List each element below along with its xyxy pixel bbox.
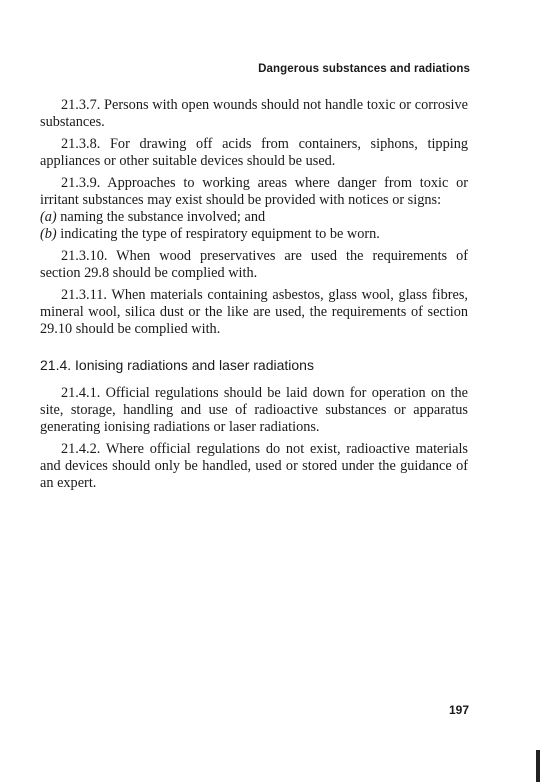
list-text-b: indicating the type of respiratory equipment to be worn. xyxy=(56,226,380,242)
list-marker-b: (b) xyxy=(40,226,57,242)
paragraph-21-3-9: 21.3.9. Approaches to working areas where danger from toxic or irritant substances may exist should be provided with notices or signs: xyxy=(40,175,468,208)
list-item-b xyxy=(40,226,468,243)
section-heading-21-4: 21.4. Ionising radiations and laser radiations xyxy=(40,357,314,373)
list-text-a: naming the substance involved; and xyxy=(56,209,266,225)
paragraph-21-4-2: 21.4.2. Where official regulations do not exist, radioactive materials and devices should only be handled, used or stored under the guidance of an expert. xyxy=(40,441,468,491)
paragraph-21-3-10: 21.3.10. When wood preservatives are used the requirements of section 29.8 should be complied with. xyxy=(40,248,468,281)
paragraph-21-3-11: 21.3.11. When materials containing asbestos, glass wool, glass fibres, mineral wool, silica dust or the like are used, the requirements of section 29.10 should be complied with. xyxy=(40,287,468,337)
running-header: Dangerous substances and radiations xyxy=(258,63,470,75)
paragraph-21-3-7: 21.3.7. Persons with open wounds should not handle toxic or corrosive substances. xyxy=(40,97,468,130)
page-body xyxy=(40,97,468,497)
list-marker-a: (a) xyxy=(40,209,57,225)
paragraph-21-3-8: 21.3.8. For drawing off acids from containers, siphons, tipping appliances or other suitable devices should be used. xyxy=(40,136,468,169)
page-number: 197 xyxy=(448,703,469,717)
page-edge-mark xyxy=(536,750,540,782)
paragraph-21-4-1: 21.4.1. Official regulations should be laid down for operation on the site, storage, handling and use of radioactive substances or apparatus generating ionising radiations or laser radiations. xyxy=(40,385,468,435)
list-item-a xyxy=(40,209,468,226)
